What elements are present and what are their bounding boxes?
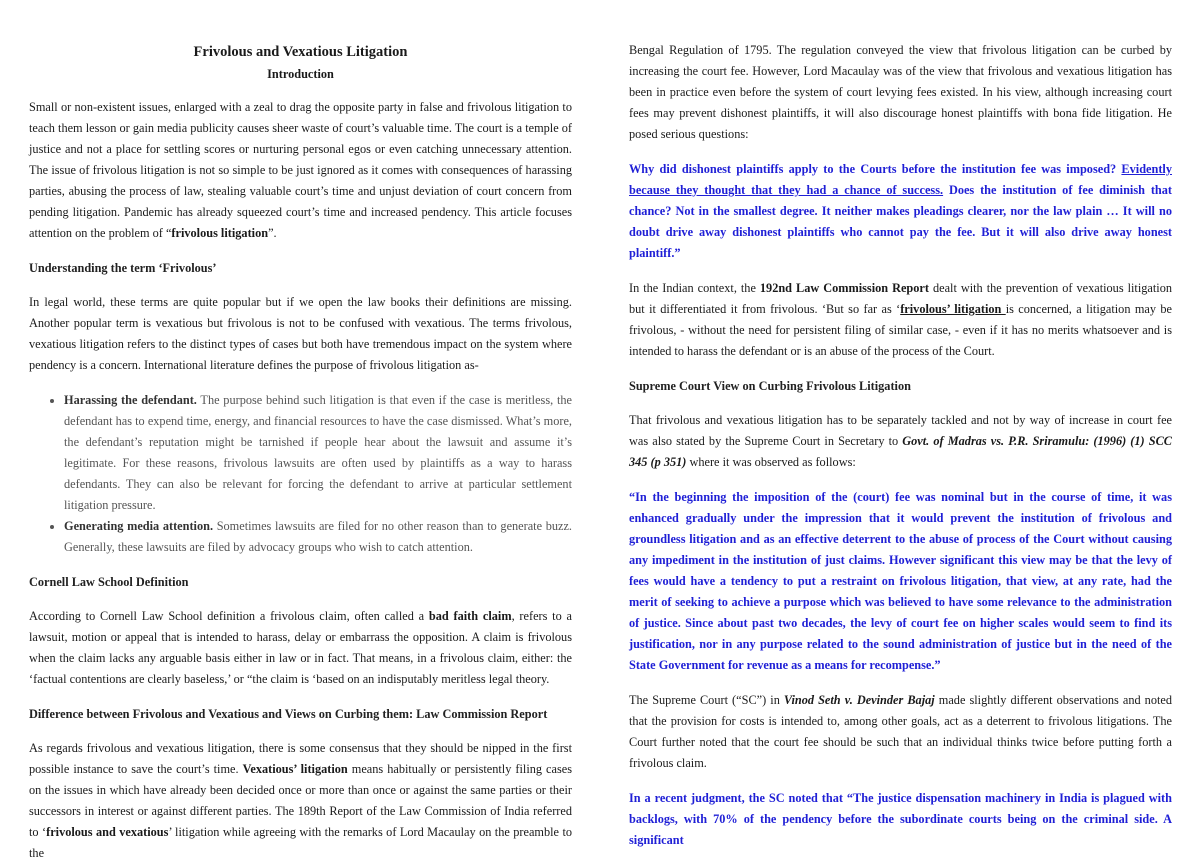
recent-judgment-quote: In a recent judgment, the SC noted that “The justice dispensation machinery in India is plagued with backlogs, with 70% of the pendency before the subordinate courts being on the criminal side. A significant [629,791,1172,847]
difference-paragraph: As regards frivolous and vexatious litigation, there is some consensus that they should be nipped in the first possible instance to save the court’s time. Vexatious’ litigation means habitually or persistently filing cases on the issues in which have already been decided once or more than once or against the same parties or their successors in interest or against different parties. The 189th Report of the Law Commission of India referred to ‘frivolous and vexatious’ litigation while agreeing with the remarks of Lord Macaulay on the preamble to the [29,741,573,860]
macaulay-quote: Why did dishonest plaintiffs apply to the Courts before the institution fee was imposed? Evidently because they thought that they had a chance of success. Does the institution of fee diminish that chance? Not in the smallest degree. It neither makes pleadings clearer, nor the law plain … It will no doubt drive away dishonest plaintiffs who cannot pay the fee. But it will also drive away honest plaintiff.” [629,162,1172,260]
supreme-court-paragraph: That frivolous and vexatious litigation has to be separately tackled and not by way of increase in court fee was also stated by the Supreme Court in Secretary to Govt. of Madras vs. P.R. Sriramulu: (1996) (1) SCC 345 (p 351) where it was observed as follows: [629,413,1172,469]
indian-context-paragraph: In the Indian context, the 192nd Law Commission Report dealt with the prevention of vexatious litigation but it differentiated it from frivolous. ‘But so far as ‘frivolous’ litigation is concerned, a litigation may be frivolous, - without the need for persistent filing of similar case, - even if it has no merits whatsoever and is intended to harass the defendant or is an abuse of the process of the Court. [629,281,1172,358]
document-title: Frivolous and Vexatious Litigation [193,44,408,60]
difference-heading: Difference between Frivolous and Vexatious and Views on Curbing them: Law Commission Report [29,707,548,721]
list-item: • Harassing the defendant. The purpose behind such litigation is that even if the case is meritless, the defendant has to expend time, energy, and financial resources to have the case dismissed. What’s more, the defendant’s reputation might be tarnished if people hear about the lawsuit and assume it’s legitimate. For these reasons, frivolous lawsuits are often used by plaintiffs as a way to harass defendants. They can also be relevant for forcing the defendant to arrive at particular settlement litigation pressure. [64,390,572,516]
purpose-list [29,390,572,558]
cornell-heading: Cornell Law School Definition [29,575,189,589]
right-column [629,40,1172,851]
supreme-court-heading: Supreme Court View on Curbing Frivolous Litigation [629,379,911,393]
sriramulu-quote: “In the beginning the imposition of the (court) fee was nominal but in the course of time, it was enhanced gradually under the impression that it would prevent the institution of frivolous and groundless litigation and as an effective deterrent to the abuse of process of the Court without causing any impediment in the institution of just claims. However significant this view may be that the levy of fees would have a tendency to put a restraint on frivolous litigation, that view, at any rate, had the merit of seeking to achieve a purpose which was believed to have some relevance to the administration of justice. Since about past two decades, the levy of court fee on higher scales would seem to find its justification, nor in any purpose related to the sound administration of justice but in the need of the State Government for revenue as a means for recompense.” [629,490,1172,672]
frivolous-litigation-term: frivolous litigation [171,226,269,240]
understanding-heading: Understanding the term ‘Frivolous’ [29,261,217,275]
legal-world-paragraph: In legal world, these terms are quite popular but if we open the law books their definitions are missing. Another popular term is vexatious but frivolous is not to be confused with vexatious. The terms frivolous, vexatious litigation refers to the distinct types of cases but both have tremendous impact on the system where pendency is a concern. International literature defines the purpose of frivolous litigation as- [29,295,572,372]
left-column [29,40,572,864]
bengal-regulation-paragraph: Bengal Regulation of 1795. The regulation conveyed the view that frivolous litigation can be curbed by increasing the court fee. However, Lord Macaulay was of the view that frivolous and vexatious litigation has been in practice even before the system of court levying fees existed. In his view, although increasing court fees may prevent dishonest plaintiffs, it will also discourage honest plaintiffs with bona fide litigation. He posed serious questions: [629,43,1172,141]
vinod-seth-paragraph: The Supreme Court (“SC”) in Vinod Seth v. Devinder Bajaj made slightly different observations and noted that the provision for costs is intended to, among other goals, act as a deterrent to frivolous litigations. The Court further noted that the court fee should be such that an individual thinks twice before putting forth a frivolous claim. [629,693,1173,770]
list-item: • Generating media attention. Sometimes lawsuits are filed for no other reason than to generate buzz. Generally, these lawsuits are filed by advocacy groups who wish to catch attention. [64,516,572,558]
section-introduction-heading: Introduction [267,67,334,81]
cornell-paragraph: According to Cornell Law School definition a frivolous claim, often called a bad faith claim, refers to a lawsuit, motion or appeal that is intended to harass, delay or embarrass the opposition. A claim is frivolous when the claim lacks any arguable basis either in law or in fact. That means, in a frivolous claim, either: the ‘factual contentions are clearly baseless,’ or “the claim is ‘based on an indisputably meritless legal theory. [29,609,572,686]
intro-paragraph: Small or non-existent issues, enlarged with a zeal to drag the opposite party in false and frivolous litigation to teach them lesson or gain media publicity causes sheer waste of court’s valuable time. The court is a temple of justice and not a place for settling scores or nurturing personal egos or even catching unnecessary attention. The issue of frivolous litigation is not so simple to be just ignored as it comes with consequences of harassing parties, abusing the process of law, stealing valuable court’s time and unjust deviation of court concern from pending litigation. Pandemic has already squeezed court’s time and increased pendency. This article focuses attention on the problem of “frivolous litigation”. [29,100,572,240]
